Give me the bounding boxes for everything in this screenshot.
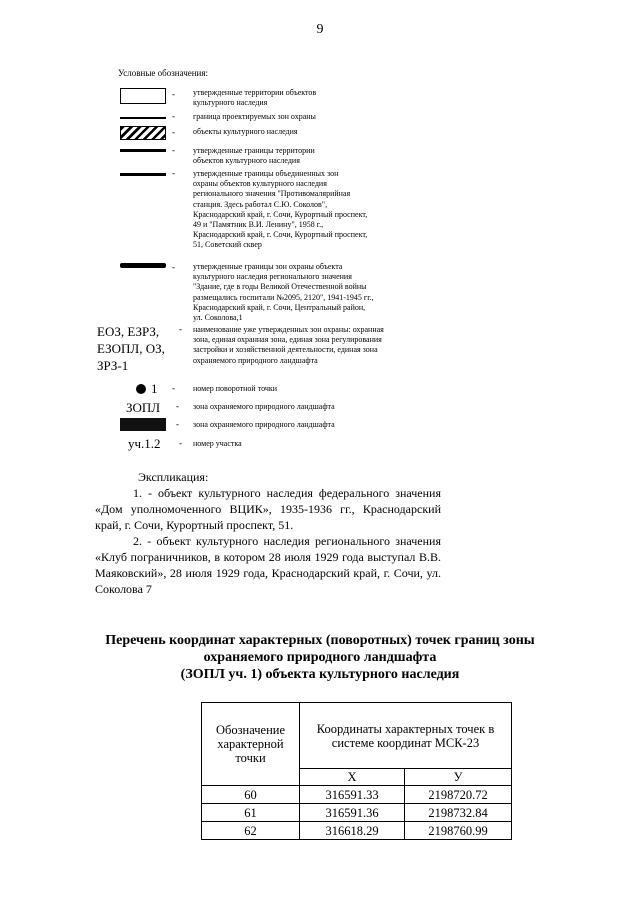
x-cell: 316618.29 bbox=[300, 822, 405, 840]
legend-line: утвержденные границы зон охраны объекта bbox=[193, 262, 343, 271]
legend-parcel-code: уч.1.2 bbox=[128, 436, 161, 451]
legend-title: Условные обозначения: bbox=[118, 68, 209, 78]
legend-line: утвержденные границы территории bbox=[193, 146, 315, 155]
table-title bbox=[0, 632, 640, 683]
legend-dash: - bbox=[172, 127, 175, 137]
legend-line: застройки и хозяйственной деятельности, единая зона bbox=[193, 345, 378, 355]
legend-line: размещались госпитали №2095, 2120", 1941-1945 гг., bbox=[193, 292, 374, 302]
legend-thin-line-icon bbox=[120, 117, 166, 119]
table-title-line: Перечень координат характерных (поворотных) точек границ зоны bbox=[105, 633, 535, 648]
legend-line: наименование уже утвержденных зон охраны: охранная bbox=[193, 325, 384, 334]
legend-item-text bbox=[193, 402, 335, 412]
legend-dash: - bbox=[179, 324, 182, 334]
legend-zopl-code: ЗОПЛ bbox=[126, 400, 161, 415]
legend-item-text bbox=[193, 420, 335, 430]
legend-line: Краснодарский край, г. Сочи, Курортный проспект, bbox=[193, 230, 368, 240]
y-cell: 2198760.99 bbox=[405, 822, 512, 840]
legend-dash: - bbox=[172, 89, 175, 99]
legend-item-text bbox=[193, 112, 316, 122]
point-header: Обозначение характерной точки bbox=[202, 703, 300, 786]
table-header-row bbox=[202, 703, 512, 769]
legend-medium-line-icon bbox=[120, 149, 166, 152]
legend-line: охраняемого природного ландшафта bbox=[193, 355, 318, 365]
page-number: 9 bbox=[316, 22, 324, 37]
legend-dash: - bbox=[172, 168, 175, 178]
legend-thick-line-icon bbox=[120, 263, 166, 268]
x-header: X bbox=[300, 769, 405, 786]
legend-line: культурного наследия регионального значения bbox=[193, 272, 352, 282]
legend-line: регионального значения "Противомалярийная bbox=[193, 189, 351, 199]
legend-line: утвержденные территории объектов bbox=[193, 88, 317, 97]
legend-line: номер поворотной точки bbox=[193, 384, 278, 393]
legend-line: 51, Советский сквер bbox=[193, 240, 262, 250]
point-cell: 62 bbox=[202, 822, 300, 840]
turning-point-dot-icon bbox=[136, 384, 146, 394]
legend-line: Краснодарский край, г. Сочи, Центральный район, bbox=[193, 302, 366, 312]
y-cell: 2198732.84 bbox=[405, 804, 512, 822]
x-cell: 316591.36 bbox=[300, 804, 405, 822]
legend-item-text bbox=[193, 439, 242, 449]
coordinates-header: Координаты характерных точек в системе координат МСК-23 bbox=[300, 703, 512, 769]
legend-dash: - bbox=[172, 111, 175, 121]
legend-line: 49 и "Памятник В.И. Ленину", 1958 г., bbox=[193, 220, 324, 230]
legend-item-text bbox=[193, 127, 298, 137]
explication-heading: Экспликация: bbox=[138, 470, 209, 484]
legend-dash: - bbox=[172, 262, 175, 272]
legend-dash: - bbox=[172, 383, 175, 393]
legend-line: ул. Соколова,1 bbox=[193, 313, 243, 323]
legend-line: объектов культурного наследия bbox=[193, 156, 300, 166]
table-row bbox=[202, 804, 512, 822]
legend-line: культурного наследия bbox=[193, 98, 268, 108]
legend-code: ЕЗОПЛ, ОЗ, bbox=[97, 341, 165, 356]
legend-line: "Здание, где в годы Великой Отечественной войны bbox=[193, 282, 367, 292]
legend-dash: - bbox=[176, 419, 179, 429]
legend-line: зона охраняемого природного ландшафта bbox=[193, 402, 335, 411]
legend-hatched-rect-icon bbox=[120, 126, 166, 140]
legend-line: зона охраняемого природного ландшафта bbox=[193, 420, 335, 429]
x-cell: 316591.33 bbox=[300, 786, 405, 804]
legend-item-text bbox=[193, 262, 374, 323]
legend-item-text bbox=[193, 169, 367, 251]
legend-code: ЕОЗ, ЕЗРЗ, bbox=[97, 324, 160, 339]
legend-line: Краснодарский край, г. Сочи, Курортный проспект, bbox=[193, 209, 368, 219]
table-title-line: охраняемого природного ландшафта bbox=[203, 650, 437, 665]
legend-dash: - bbox=[179, 438, 182, 448]
legend-dash: - bbox=[176, 401, 179, 411]
table-row bbox=[202, 786, 512, 804]
legend-medium-line-icon bbox=[120, 173, 166, 176]
legend-dash: - bbox=[172, 145, 175, 155]
legend-code: ЗРЗ-1 bbox=[97, 358, 129, 373]
legend-line: зона, единая охранная зона, единая зона регулирования bbox=[193, 335, 382, 345]
legend-line: охраны объектов культурного наследия bbox=[193, 179, 327, 189]
table-row bbox=[202, 822, 512, 840]
point-cell: 60 bbox=[202, 786, 300, 804]
legend-filled-rect-icon bbox=[120, 418, 166, 431]
legend-item-text bbox=[193, 325, 384, 366]
explication-item: 2. - объект культурного наследия регионального значения «Клуб пограничников, в котором 28 июля 1929 года выступал В.В. Маяковский», 28 июля 1929 года, Краснодарский край, г. Сочи, ул. Соколова 7 bbox=[95, 534, 441, 596]
legend-outline-rect-icon bbox=[120, 88, 166, 104]
legend-line: номер участка bbox=[193, 439, 242, 448]
point-cell: 61 bbox=[202, 804, 300, 822]
legend-item-text bbox=[193, 88, 316, 108]
legend-point-number: 1 bbox=[151, 381, 158, 396]
explication bbox=[95, 469, 441, 597]
legend-zone-codes bbox=[97, 323, 165, 374]
y-header: У bbox=[405, 769, 512, 786]
explication-item: 1. - объект культурного наследия федерального значения «Дом уполномоченного ВЦИК», 1935-1936 гг., Краснодарский край, г. Сочи, Курортный проспект, 51. bbox=[95, 486, 441, 532]
legend-line: станция. Здесь работал С.Ю. Соколов", bbox=[193, 199, 328, 209]
legend-line: утвержденные границы объединенных зон bbox=[193, 169, 339, 178]
legend-item-text bbox=[193, 384, 277, 394]
table-title-line: (ЗОПЛ уч. 1) объекта культурного наследия bbox=[180, 667, 460, 682]
legend-line: граница проектируемых зон охраны bbox=[193, 112, 316, 121]
legend-line: объекты культурного наследия bbox=[193, 127, 298, 136]
coordinates-table bbox=[201, 702, 512, 840]
legend-item-text bbox=[193, 146, 315, 166]
y-cell: 2198720.72 bbox=[405, 786, 512, 804]
